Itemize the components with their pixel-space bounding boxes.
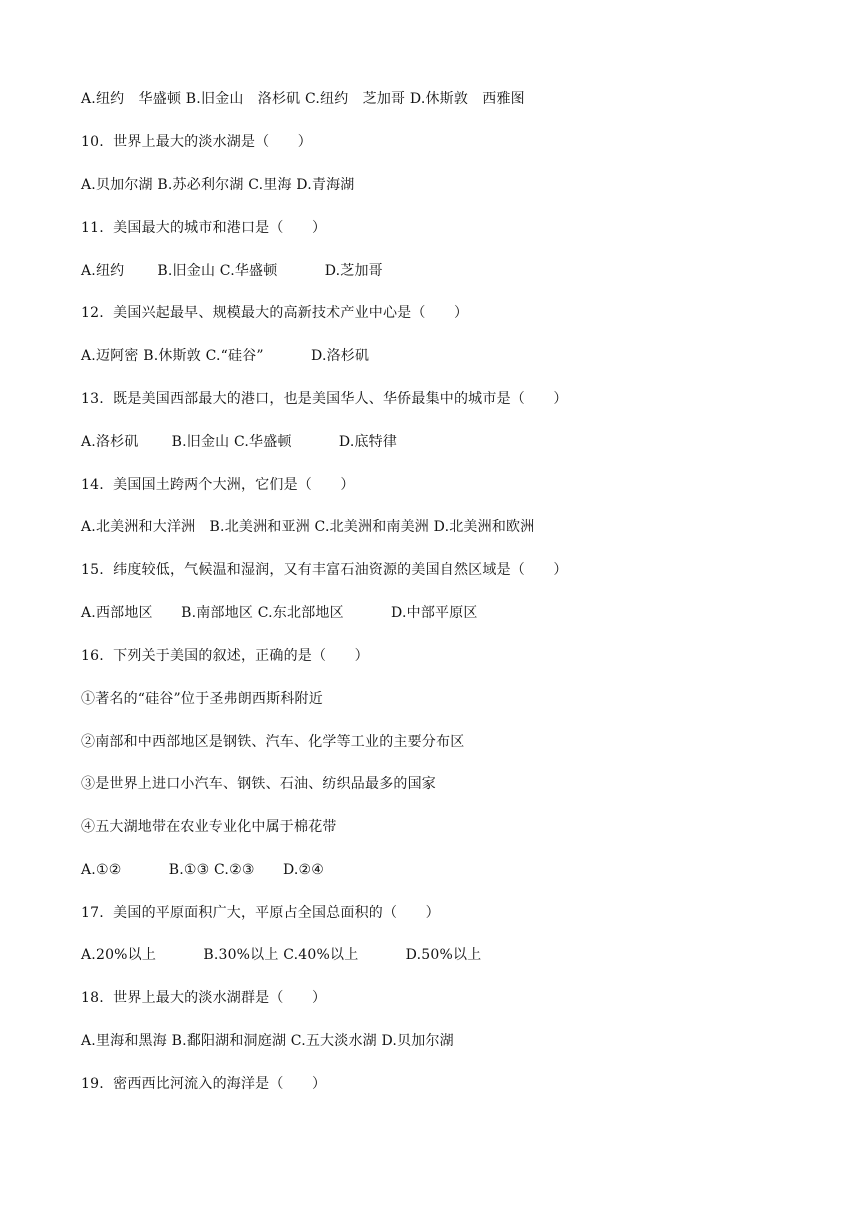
question-16: 16. 下列关于美国的叙述，正确的是（ ）: [81, 648, 369, 664]
question-18: 18. 世界上最大的淡水湖群是（ ）: [81, 990, 327, 1006]
options-q9: A.纽约 华盛顿 B.旧金山 洛杉矶 C.纽约 芝加哥 D.休斯敦 西雅图: [81, 91, 525, 107]
question-17: 17. 美国的平原面积广大，平原占全国总面积的（ ）: [81, 905, 440, 921]
options-q10: A.贝加尔湖 B.苏必利尔湖 C.里海 D.青海湖: [81, 177, 355, 193]
statement-1: ①著名的“硅谷”位于圣弗朗西斯科附近: [81, 691, 323, 707]
statement-2: ②南部和中西部地区是钢铁、汽车、化学等工业的主要分布区: [81, 734, 465, 750]
question-12: 12. 美国兴起最早、规模最大的高新技术产业中心是（ ）: [81, 305, 469, 321]
question-10: 10. 世界上最大的淡水湖是（ ）: [81, 134, 312, 150]
question-13: 13. 既是美国西部最大的港口，也是美国华人、华侨最集中的城市是（ ）: [81, 391, 568, 407]
options-q12: A.迈阿密 B.休斯敦 C.“硅谷” D.洛杉矶: [81, 348, 370, 364]
options-q15: A.西部地区 B.南部地区 C.东北部地区 D.中部平原区: [81, 605, 478, 621]
options-q16: A.①② B.①③ C.②③ D.②④: [81, 862, 325, 878]
question-11: 11. 美国最大的城市和港口是（ ）: [81, 220, 327, 236]
options-q13: A.洛杉矶 B.旧金山 C.华盛顿 D.底特律: [81, 434, 398, 450]
options-q14: A.北美洲和大洋洲 B.北美洲和亚洲 C.北美洲和南美洲 D.北美洲和欧洲: [81, 519, 535, 535]
options-q18: A.里海和黑海 B.鄱阳湖和洞庭湖 C.五大淡水湖 D.贝加尔湖: [81, 1033, 454, 1049]
statement-3: ③是世界上进口小汽车、钢铁、石油、纺织品最多的国家: [81, 776, 436, 792]
question-15: 15. 纬度较低，气候温和湿润，又有丰富石油资源的美国自然区域是（ ）: [81, 562, 568, 578]
statement-4: ④五大湖地带在农业专业化中属于棉花带: [81, 819, 337, 835]
question-19: 19. 密西西比河流入的海洋是（ ）: [81, 1076, 327, 1092]
question-14: 14. 美国国土跨两个大洲，它们是（ ）: [81, 477, 355, 493]
options-q11: A.纽约 B.旧金山 C.华盛顿 D.芝加哥: [81, 263, 383, 279]
options-q17: A.20%以上 B.30%以上 C.40%以上 D.50%以上: [81, 947, 482, 963]
